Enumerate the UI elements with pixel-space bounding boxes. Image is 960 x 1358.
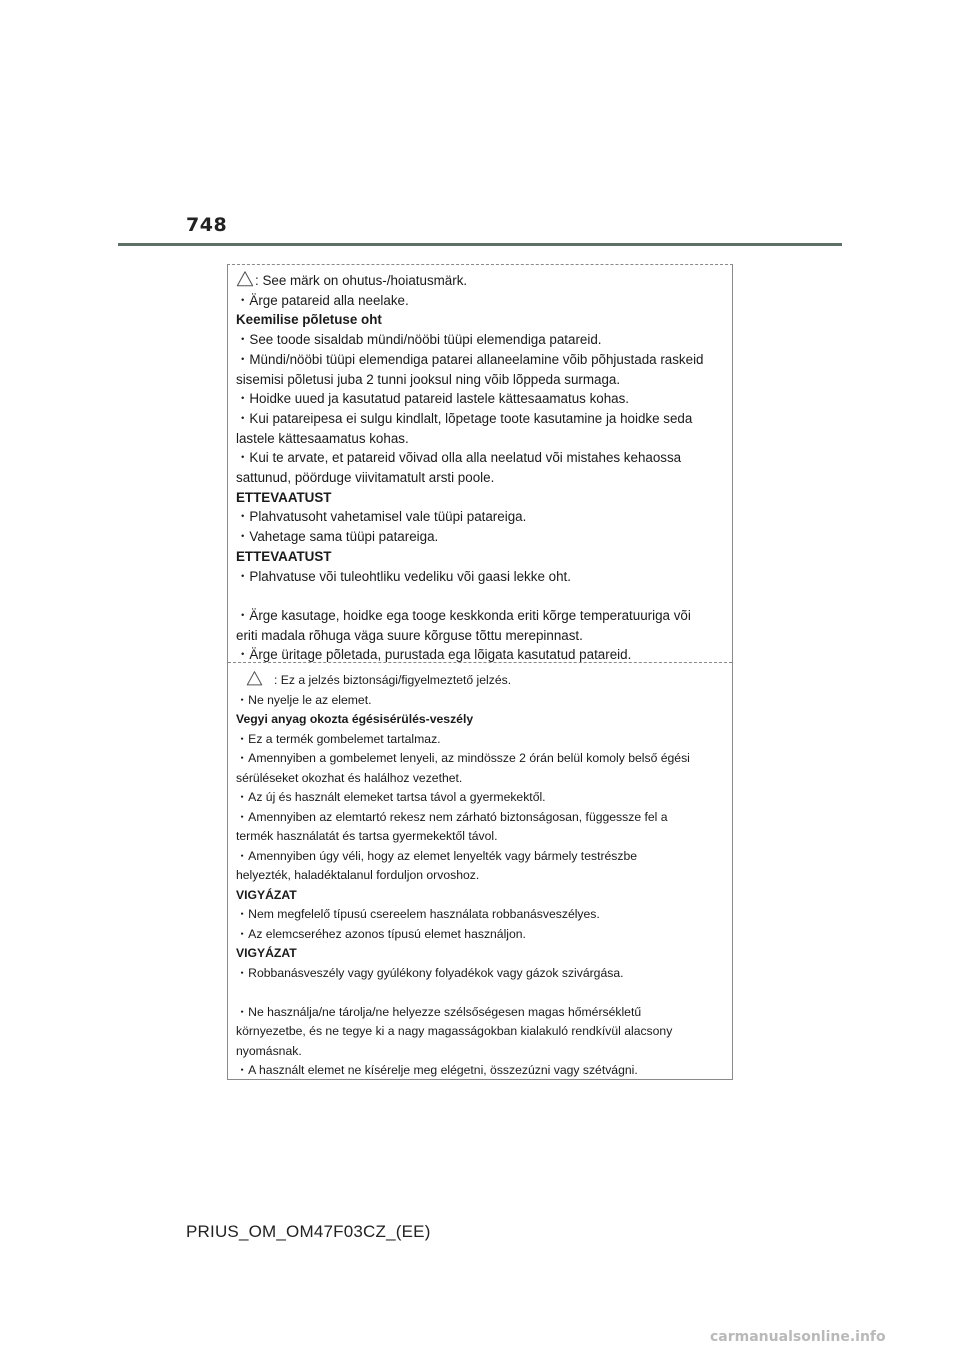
blank-line [236, 983, 726, 1003]
line-text: ・Nem megfelelő típusú csereelem használata robbanásveszélyes. [236, 907, 600, 921]
line-text: ・Vahetage sama tüüpi patareiga. [236, 529, 439, 545]
warning-text-line [236, 691, 726, 711]
line-text: sattunud, pöörduge viivitamatult arsti poole. [236, 470, 495, 486]
warning-text-line [236, 1042, 726, 1062]
line-text: ・Amennyiben a gombelemet lenyeli, az mindössze 2 órán belül komoly belső égési [236, 751, 690, 765]
line-text: ・A használt elemet ne kísérelje meg elégetni, összezúzni vagy szétvágni. [236, 1063, 638, 1077]
line-text: ・Ärge patareid alla neelake. [236, 292, 409, 308]
warning-text-line [236, 409, 726, 429]
warning-heading [236, 547, 726, 567]
line-text: sisemisi põletusi juba 2 tunni jooksul ning võib lõppeda surmaga. [236, 371, 621, 387]
warning-text-line [236, 827, 726, 847]
warning-text-line [236, 567, 726, 587]
warning-text-line [236, 925, 726, 945]
line-text: ・Amennyiben úgy véli, hogy az elemet lenyelték vagy bármely testrészbe [236, 848, 638, 863]
warning-heading [236, 710, 726, 730]
warning-text-line [236, 1022, 726, 1042]
line-text: ETTEVAATUST [236, 489, 332, 505]
warning-text-line [236, 330, 726, 350]
line-text: ETTEVAATUST [236, 548, 332, 564]
warning-text-line [236, 769, 726, 789]
warning-triangle-icon [246, 670, 263, 687]
line-text: lastele kättesaamatus kohas. [236, 430, 409, 446]
hungarian-warning-section [236, 670, 726, 1081]
warning-triangle-icon [236, 270, 254, 288]
line-text: ・Mündi/nööbi tüüpi elemendiga patarei allaneelamine võib põhjustada raskeid [236, 351, 704, 367]
line-text: ・Ne nyelje le az elemet. [236, 692, 372, 707]
line-text: VIGYÁZAT [236, 946, 297, 960]
warning-text-line [236, 370, 726, 390]
line-text: helyezték, haladéktalanul forduljon orvoshoz. [236, 868, 480, 882]
line-text: Vegyi anyag okozta égésisérülés-veszély [236, 712, 474, 726]
line-text: nyomásnak. [236, 1043, 302, 1058]
line-text: ・Amennyiben az elemtartó rekesz nem zárható biztonságosan, függessze fel a [236, 809, 668, 824]
line-text: ・Ärge üritage põletada, purustada ega lõigata kasutatud patareid. [236, 647, 632, 663]
line-text: ・Kui te arvate, et patareid võivad olla alla neelatud või mistahes kehaossa [236, 450, 682, 466]
document-code: PRIUS_OM_OM47F03CZ_(EE) [186, 1222, 431, 1241]
line-text: eriti madala rõhuga väga suure kõrguse tõttu merepinnast. [236, 627, 583, 643]
warning-heading [236, 488, 726, 508]
watermark: carmanualsonline.info [710, 1329, 886, 1345]
warning-text-line [236, 847, 726, 867]
warning-text-line [236, 507, 726, 527]
line-text: ・Plahvatusoht vahetamisel vale tüüpi patareiga. [236, 509, 527, 525]
header-rule [118, 243, 842, 246]
warning-text-line [236, 1061, 726, 1081]
warning-text-line [236, 606, 726, 626]
warning-text-line [236, 1003, 726, 1023]
warning-text-line [236, 448, 726, 468]
warning-text-line [236, 468, 726, 488]
warning-text-line [236, 389, 726, 409]
blank-line [236, 586, 726, 606]
warning-heading [236, 886, 726, 906]
line-text: ・Ärge kasutage, hoidke ega tooge keskkonda eriti kõrge temperatuuriga või [236, 607, 691, 623]
warning-text-line [236, 964, 726, 984]
warning-text-line [236, 626, 726, 646]
battery-warning-box [227, 264, 733, 1080]
estonian-warning-section [236, 270, 726, 665]
warning-text-line [236, 670, 726, 691]
warning-text-line [236, 350, 726, 370]
line-text: környezetbe, és ne tegye ki a nagy magasságokban kialakuló rendkívül alacsony [236, 1024, 673, 1038]
warning-text-line [236, 749, 726, 769]
line-text: ・Plahvatuse või tuleohtliku vedeliku või gaasi lekke oht. [236, 568, 571, 584]
warning-text-line [236, 527, 726, 547]
warning-heading [236, 944, 726, 964]
line-text: ・Az új és használt elemeket tartsa távol a gyermekektől. [236, 790, 546, 804]
warning-text-line [236, 808, 726, 828]
line-text: Keemilise põletuse oht [236, 312, 382, 328]
line-text: ・Robbanásveszély vagy gyúlékony folyadékok vagy gázok szivárgása. [236, 965, 624, 980]
page-number: 748 [186, 214, 228, 236]
warning-text-line [236, 730, 726, 750]
line-text: : See märk on ohutus-/hoiatusmärk. [255, 273, 468, 288]
line-text: ・See toode sisaldab mündi/nööbi tüüpi elemendiga patareid. [236, 332, 602, 348]
line-text: ・Ez a termék gombelemet tartalmaz. [236, 731, 441, 746]
warning-text-line [236, 270, 726, 291]
warning-text-line [236, 905, 726, 925]
line-text: VIGYÁZAT [236, 887, 297, 902]
line-text: : Ez a jelzés biztonsági/figyelmeztető jelzés. [274, 673, 512, 687]
line-text: sérüléseket okozhat és halálhoz vezethet. [236, 770, 463, 785]
warning-text-line [236, 866, 726, 886]
line-text: ・Kui patareipesa ei sulgu kindlalt, lõpetage toote kasutamine ja hoidke seda [236, 410, 693, 426]
line-text: ・Hoidke uued ja kasutatud patareid lastele kättesaamatus kohas. [236, 391, 630, 407]
line-text: termék használatát és tartsa gyermekektől távol. [236, 829, 498, 843]
section-divider [228, 662, 732, 663]
warning-text-line [236, 429, 726, 449]
warning-text-line [236, 291, 726, 311]
warning-text-line [236, 788, 726, 808]
warning-heading [236, 310, 726, 330]
line-text: ・Ne használja/ne tárolja/ne helyezze szélsőségesen magas hőmérsékletű [236, 1004, 642, 1019]
line-text: ・Az elemcseréhez azonos típusú elemet használjon. [236, 926, 526, 941]
